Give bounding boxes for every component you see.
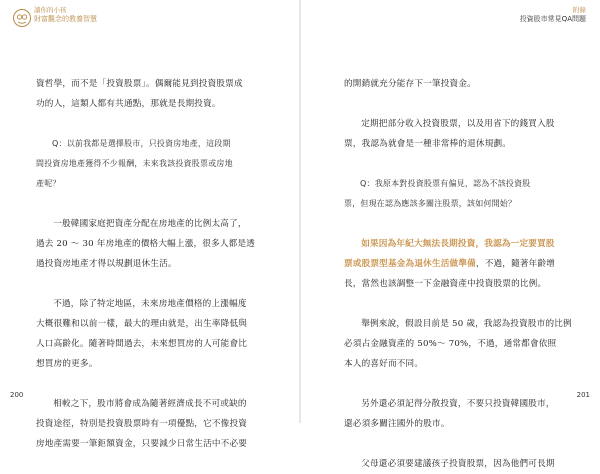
text-line: 必須占金融資產的 50%～ 70%，不過，通常都會依照 — [344, 339, 557, 349]
text-line: 房地產需要一筆鉅額資金，只要減少日常生活中不必要 — [36, 439, 248, 449]
appendix-label: 附錄 — [573, 6, 586, 14]
question-line: Q：我原本對投資股票有偏見，認為不該投資股 — [360, 179, 531, 188]
text-line: 還必須多關注國外的股市。 — [344, 419, 450, 429]
highlighted-text: 票或股票型基金為退休生活做準備 — [344, 259, 476, 269]
question-line: Q：以前我都是選擇股市，只投資房地產，這段期 — [52, 139, 231, 148]
book-logo-icon — [12, 8, 32, 28]
running-header-left — [34, 6, 97, 24]
question-line: 間投資房地產獲得不少報酬，未來我該投資股票或房地 — [36, 159, 233, 168]
text-line: 人口高齡化。隨著時間過去，未來想買房的人可能會比 — [36, 339, 248, 349]
text-line-mixed — [344, 254, 576, 274]
text-line: 票，我認為就會是一種非常棒的退休規劃。 — [344, 139, 512, 149]
text-line: 功的人，這類人都有共通點，那就是長期投資。 — [36, 99, 221, 109]
book-series-title: 讀你的小孩 — [34, 6, 67, 14]
text-line: 大概很難和以前一樣，最大的理由就是，出生率降低與 — [36, 319, 248, 329]
text-span: ，不過，隨著年齡增 — [475, 259, 556, 269]
text-line: 過去 20 ～ 30 年房地產的價格大幅上漲，很多人都是透 — [36, 239, 256, 249]
text-line: 不過，除了特定地區，未來房地產價格的上漲幅度 — [53, 299, 247, 309]
text-line: 相較之下，股市將會成為隨著經濟成長不可或缺的 — [53, 399, 247, 409]
page-number-left: 200 — [10, 391, 24, 399]
text-line: 定期把部分收入投資股票，以及用省下的錢買入股 — [361, 119, 555, 129]
page-number-right: 201 — [576, 391, 590, 399]
text-line: 一般韓國家庭把資產分配在房地產的比例太高了， — [53, 219, 247, 229]
book-title: 財富觀念的教養智慧 — [34, 15, 97, 23]
left-page — [0, 0, 300, 449]
text-line: 本人的喜好而不同。 — [344, 359, 424, 369]
question-line: 票，但現在認為應該多關注股票，該如何開始？ — [344, 199, 517, 208]
right-page-body — [344, 74, 576, 474]
question-line: 產呢？ — [36, 179, 61, 188]
text-line: 投資途徑，特別是投資股票時有一項優點，它不像投資 — [36, 419, 248, 429]
text-line: 父母還必須要建議孩子投資股票，因為他們可長期 — [361, 459, 555, 469]
text-line: 舉例來說，假設目前是 50 歲，我認為投資股市的比例 — [361, 319, 572, 329]
left-page-body — [36, 74, 284, 454]
text-line: 的開銷就充分能存下一筆投資金。 — [344, 79, 476, 89]
highlighted-line: 如果因為年紀大無法長期投資，我認為一定要買股 — [361, 239, 555, 249]
text-line: 長，當然也該調整一下金融資產中投資股票的比例。 — [344, 279, 547, 289]
chapter-title: 投資股市常見QA問題 — [519, 15, 586, 23]
running-header-right — [520, 6, 586, 24]
text-line: 另外還必須記得分散投資，不要只投資韓國股市， — [361, 399, 555, 409]
text-line: 過投資房地產才得以規劃退休生活。 — [36, 259, 177, 269]
text-line: 想買房的更多。 — [36, 359, 98, 369]
text-line: 資哲學，而不是「投資股票」。偶爾能見到投資股票成 — [36, 79, 243, 89]
